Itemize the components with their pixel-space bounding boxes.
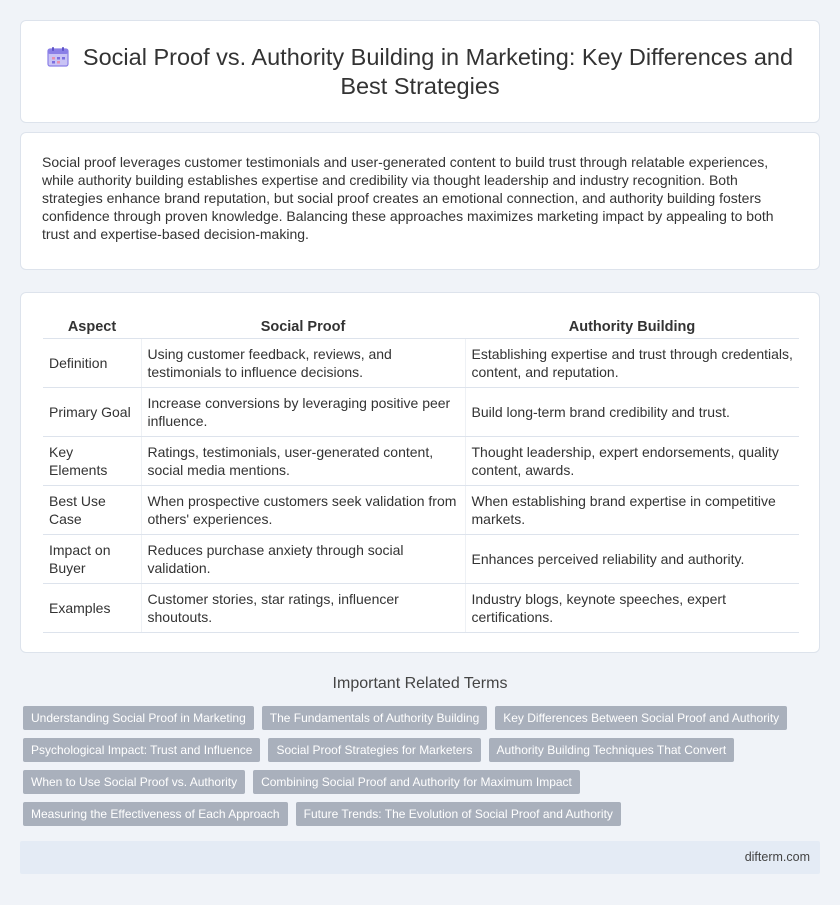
row-authority-building: Thought leadership, expert endorsements, quality content, awards. — [465, 436, 799, 485]
table-row — [43, 485, 799, 534]
related-terms-heading: Important Related Terms — [332, 675, 508, 692]
table-row — [43, 583, 799, 632]
table-row — [43, 387, 799, 436]
table-row — [43, 338, 799, 387]
related-term-chip[interactable]: Future Trends: The Evolution of Social Proof and Authority — [296, 802, 621, 826]
related-term-chip[interactable]: Measuring the Effectiveness of Each Approach — [23, 802, 288, 826]
related-term-chip[interactable]: Understanding Social Proof in Marketing — [23, 706, 254, 730]
related-terms-row — [23, 770, 803, 794]
row-social-proof: Increase conversions by leveraging positive peer influence. — [141, 387, 465, 436]
related-term-chip[interactable]: The Fundamentals of Authority Building — [262, 706, 487, 730]
header-aspect: Aspect — [43, 316, 141, 338]
table-header-row — [43, 316, 799, 338]
row-aspect: Key Elements — [43, 436, 141, 485]
footer-site-link[interactable]: difterm.com — [744, 850, 810, 864]
page-title-text: Social Proof vs. Authority Building in Marketing: Key Differences and Best Strategies — [82, 44, 794, 99]
related-terms-list — [23, 706, 803, 834]
row-social-proof: Customer stories, star ratings, influencer shoutouts. — [141, 583, 465, 632]
row-social-proof: When prospective customers seek validation from others' experiences. — [141, 485, 465, 534]
header-authority-building: Authority Building — [465, 316, 799, 338]
comparison-table — [43, 316, 799, 633]
header-social-proof: Social Proof — [141, 316, 465, 338]
row-aspect: Impact on Buyer — [43, 534, 141, 583]
title-card — [20, 20, 820, 123]
row-aspect: Best Use Case — [43, 485, 141, 534]
related-term-chip[interactable]: Psychological Impact: Trust and Influence — [23, 738, 260, 762]
related-terms-row — [23, 802, 803, 826]
related-terms-row — [23, 706, 803, 730]
row-authority-building: Enhances perceived reliability and authority. — [465, 534, 799, 583]
related-term-chip[interactable]: Authority Building Techniques That Convert — [489, 738, 735, 762]
row-aspect: Examples — [43, 583, 141, 632]
row-authority-building: Establishing expertise and trust through credentials, content, and reputation. — [465, 338, 799, 387]
row-authority-building: Build long-term brand credibility and trust. — [465, 387, 799, 436]
comparison-table-card — [20, 292, 820, 653]
row-authority-building: Industry blogs, keynote speeches, expert certifications. — [465, 583, 799, 632]
related-term-chip[interactable]: When to Use Social Proof vs. Authority — [23, 770, 245, 794]
table-row — [43, 534, 799, 583]
related-term-chip[interactable]: Combining Social Proof and Authority for Maximum Impact — [253, 770, 580, 794]
row-aspect: Definition — [43, 338, 141, 387]
row-social-proof: Using customer feedback, reviews, and testimonials to influence decisions. — [141, 338, 465, 387]
related-term-chip[interactable]: Social Proof Strategies for Marketers — [268, 738, 480, 762]
row-authority-building: When establishing brand expertise in competitive markets. — [465, 485, 799, 534]
calendar-icon — [47, 45, 69, 65]
row-social-proof: Reduces purchase anxiety through social validation. — [141, 534, 465, 583]
row-aspect: Primary Goal — [43, 387, 141, 436]
related-terms-row — [23, 738, 803, 762]
summary-card — [20, 132, 820, 270]
summary-paragraph: Social proof leverages customer testimonials and user-generated content to build trust through relatable experiences, while authority building establishes expertise and credibility via thought leadership and industry recognition. Both strategies enhance brand reputation, but social proof creates an emotional connection, and authority building fosters confidence through proven knowledge. Balancing these approaches maximizes marketing impact by appealing to both trust and expertise-based decision-making. — [42, 154, 774, 242]
footer — [20, 841, 820, 874]
table-row — [43, 436, 799, 485]
row-social-proof: Ratings, testimonials, user-generated content, social media mentions. — [141, 436, 465, 485]
page-title — [21, 43, 819, 101]
related-term-chip[interactable]: Key Differences Between Social Proof and Authority — [495, 706, 787, 730]
